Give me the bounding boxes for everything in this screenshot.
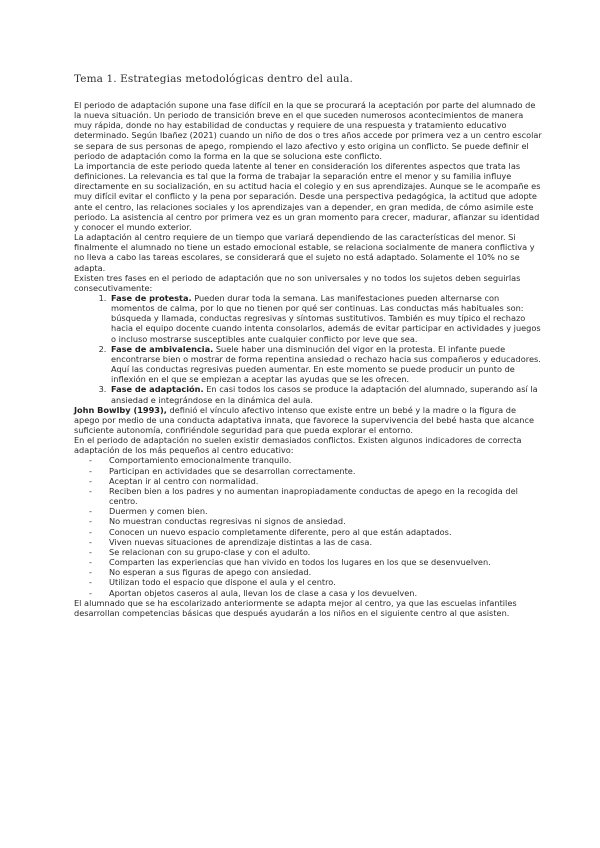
list-item: - No muestran conductas regresivas ni signos de ansiedad. [74,516,542,526]
paragraph: El alumnado que se ha escolarizado anteriormente se adapta mejor al centro, ya que las escuelas infantiles desarrollan competencias básicas que después ayudarán a los niños en el siguiente centro al que asisten. [74,597,517,618]
page-title: Tema 1. Estrategias metodológicas dentro del aula. [74,73,353,85]
paragraph: En el periodo de adaptación no suelen existir demasiados conflictos. Existen algunos indicadores de correcta adaptación de los más pequeños al centro educativo: [74,435,522,456]
document-body [74,100,542,618]
phase-text: Pueden durar toda la semana. Las manifestaciones pueden alternarse con momentos de calma, por lo que no tienen por qué ser continuas. Las conductas más habituales son: búsqueda y llamada, conductas regresivas y síntomas sustitutivos. También es muy típico el rechazo hacia el equipo docente cuando intenta consolarlos, además de evitar participar en actividades y juegos o incluso mostrarse susceptibles ante cualquier conflicto por leve que sea. [111,292,541,344]
list-item [109,384,542,404]
list-item: - Viven nuevas situaciones de aprendizaje distintas a las de casa. [74,537,542,547]
list-item [109,293,542,344]
bowlby-text: definió el vínculo afectivo intenso que existe entre un bebé y la madre o la figura de apego por medio de una conducta adaptativa innata, que favorece la supervivencia del bebé hasta que alcance suficiente autonomía, confiriéndole seguridad para que pueda explorar el entorno. [74,404,535,435]
phase-name: Fase de adaptación. [111,384,204,395]
phases-list [74,293,542,405]
paragraph: La adaptación al centro requiere de un tiempo que variará dependiendo de las características del menor. Si finalmente el alumnado no tiene un estado emocional estable, se relaciona socialmente de manera conflictiva y no lleva a cabo las tareas escolares, se considerará que el sujeto no está adaptado. Solamente el 10% no se adapta. [74,232,535,273]
list-item: - Conocen un nuevo espacio completamente diferente, pero al que están adaptados. [74,527,542,537]
list-item: - Utilizan todo el espacio que dispone el aula y el centro. [74,577,542,587]
phase-name: Fase de protesta. [111,292,192,303]
list-item: - Aportan objetos caseros al aula, llevan los de clase a casa y los devuelven. [74,588,542,598]
list-item: - Se relacionan con su grupo-clase y con el adulto. [74,547,542,557]
list-item: - Aceptan ir al centro con normalidad. [74,476,542,486]
list-item: - Reciben bien a los padres y no aumentan inapropiadamente conductas de apego en la recogida del centro. [74,486,542,506]
paragraph: La importancia de este periodo queda latente al tener en consideración los diferentes aspectos que trata las definiciones. La relevancia es tal que la forma de trabajar la separación entre el menor y su familia influye directamente en su socialización, en su actitud hacia el colegio y en sus aprendizajes. Aunque se le acompañe es muy difícil evitar el conflicto y la pena por separación. Desde una perspectiva pedagógica, la actitud que adopte ante el centro, las relaciones sociales y los aprendizajes van a depender, en gran medida, de cómo asimile este periodo. La asistencia al centro por primera vez es un gran momento para crecer, madurar, afianzar su identidad y conocer el mundo exterior. [74,160,541,232]
paragraph: Existen tres fases en el periodo de adaptación que no son universales y no todos los sujetos deben seguirlas consecutivamente: [74,272,521,293]
list-item: - Comportamiento emocionalmente tranquilo. [74,455,542,465]
list-item: - Participan en actividades que se desarrollan correctamente. [74,466,542,476]
list-item: - No esperan a sus figuras de apego con ansiedad. [74,567,542,577]
phase-name: Fase de ambivalencia. [111,343,214,354]
phase-text: Suele haber una disminución del vigor en la protesta. El infante puede encontrarse bien o mostrar de forma repentina ansiedad o rechazo hacia sus compañeros y educadores. Aquí las conductas regresivas pueden aumentar. En este momento se puede producir un punto de inflexión en el que se empiezan a aceptar las ayudas que se les ofrecen. [111,343,541,385]
list-item: - Comparten las experiencias que han vivido en todos los lugares en los que se desenvuelven. [74,557,542,567]
author-name: John Bowlby (1993), [74,404,167,415]
paragraph: El periodo de adaptación supone una fase difícil en la que se procurará la aceptación por parte del alumnado de la nueva situación. Un periodo de transición breve en el que suceden numerosos acontecimientos de manera muy rápida, donde no hay estabilidad de conductas y requiere de una respuesta y tratamiento educativo determinado. Según Ibañez (2021) cuando un niño de dos o tres años accede por primera vez a un centro escolar se separa de sus personas de apego, rompiendo el lazo afectivo y esto origina un conflicto. Se puede definir el periodo de adaptación como la forma en la que se soluciona este conflicto. [74,100,542,161]
list-item [109,344,542,385]
indicators-list [74,455,542,597]
list-item: - Duermen y comen bien. [74,506,542,516]
bowlby-paragraph [74,405,542,435]
phase-text: En casi todos los casos se produce la adaptación del alumnado, superando así la ansiedad e integrándose en la dinámica del aula. [111,384,538,405]
